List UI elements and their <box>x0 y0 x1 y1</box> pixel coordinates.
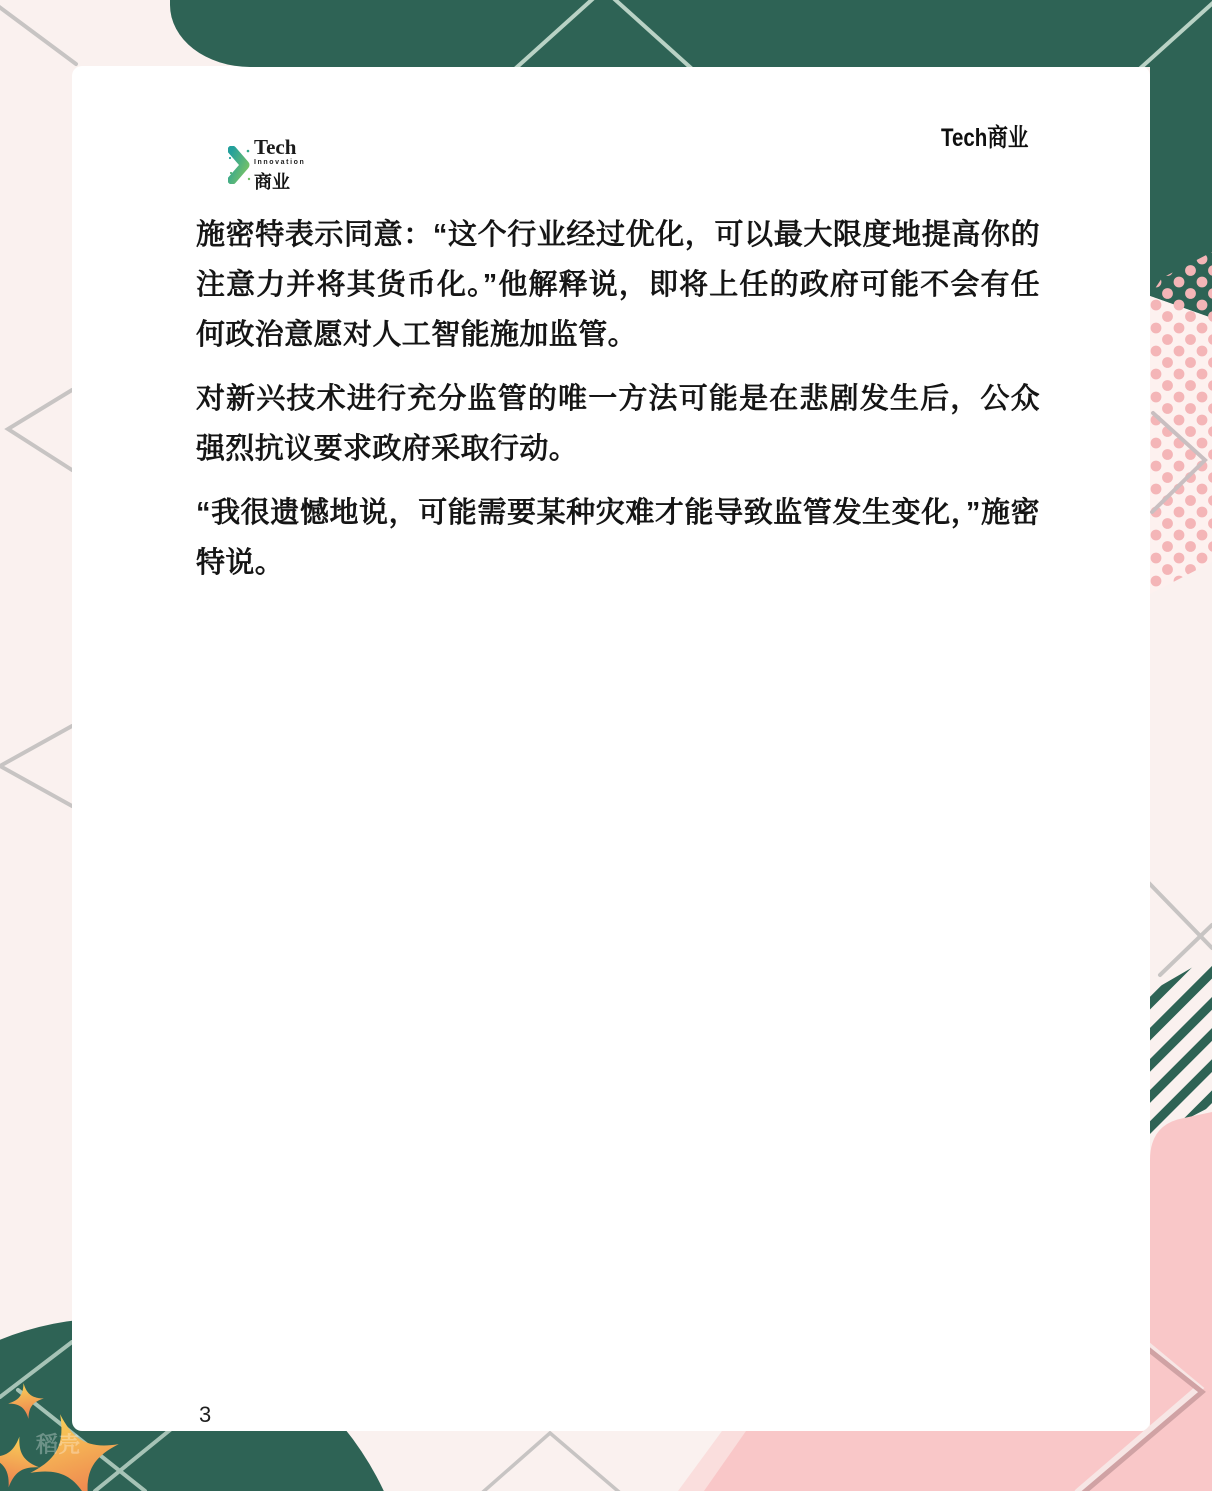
right-gray-lines <box>1146 880 1212 975</box>
article-body <box>196 210 1040 602</box>
logo-cjk-text: 商业 <box>254 172 290 192</box>
paragraph-1: 施密特表示同意：“这个行业经过优化，可以最大限度地提高你的注意力并将其货币化。”他解释说，即将上任的政府可能不会有任何政治意愿对人工智能施加监管。 <box>196 219 1040 351</box>
header-brand: Tech商业 <box>941 124 1029 152</box>
polka-dots-panel <box>1150 252 1212 594</box>
page-number: 3 <box>199 1402 212 1427</box>
band-lattice-line-right <box>608 0 694 67</box>
bottom-gray-lattice <box>483 1433 619 1491</box>
logo-chevron-icon <box>228 146 252 184</box>
bottom-pink-band <box>678 1431 1212 1491</box>
top-green-band <box>170 0 1212 67</box>
band-lattice-line-left <box>513 0 599 67</box>
watermark: 稻壳 <box>36 1432 81 1457</box>
paragraph-2: 对新兴技术进行充分监管的唯一方法可能是在悲剧发生后，公众强烈抗议要求政府采取行动。 <box>196 383 1040 465</box>
left-diagonal-lines <box>0 6 76 806</box>
right-stripes-panel <box>1150 956 1212 1138</box>
logo-title: Tech <box>254 135 297 159</box>
document-card <box>72 66 1150 1431</box>
band-lattice-line-corner <box>1137 0 1212 67</box>
logo-subtitle: Innovation <box>254 159 306 166</box>
brand-logo <box>228 136 398 212</box>
paragraph-3: “我很遗憾地说，可能需要某种灾难才能导致监管发生变化，”施密特说。 <box>196 497 1040 579</box>
